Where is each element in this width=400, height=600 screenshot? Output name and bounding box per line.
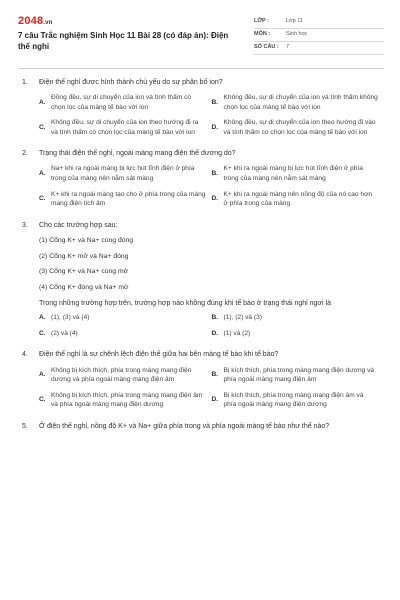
meta-key: LỚP : <box>254 18 269 25</box>
option-label: C. <box>39 195 46 203</box>
option-text: K+ khi ra ngoài màng tạo cho ở phía trong của màng mang điện tích âm <box>51 190 206 208</box>
question-number: 1. <box>22 79 28 86</box>
case-item: (1) Cổng K+ và Na+ cùng đóng <box>39 236 134 244</box>
option-label: D. <box>211 195 219 203</box>
header-divider <box>18 68 384 69</box>
option-label: D. <box>211 329 219 337</box>
option-text: K+ khi ra ngoài màng nên nồng độ của nó cao hơn ở phía trong của màng <box>223 190 373 208</box>
option-text: Không bị kích thích, phía trong màng mang điện dương và phía ngoài màng mang điện âm <box>51 366 192 384</box>
answer-option-c[interactable] <box>39 329 206 339</box>
option-text: (1), (3) và (4) <box>51 314 90 322</box>
question-number: 4. <box>22 351 28 359</box>
answer-option-b[interactable] <box>212 93 379 112</box>
option-text: Bị kích thích, phía trong màng mang điện âm và phía ngoài màng mang điện dương <box>223 391 364 409</box>
option-text: K+ khi ra ngoài màng bị lực hút tĩnh điện ở phía trong của màng nên nằm sát màng <box>223 165 363 183</box>
option-text: Không đều, sự di chuyển của ion theo hướng đi ra và tính thấm có chọn lọc của màng tế bào với ion <box>51 119 199 136</box>
question-4 <box>22 350 378 409</box>
question-header <box>22 422 378 432</box>
option-text: (1) và (2) <box>223 329 251 337</box>
option-text: Không đều, sự di chuyển của ion theo hướng đi vào và tính thấm có chọn lọc của màng tế bào với ion <box>223 119 376 136</box>
option-text: (1), (2) và (3) <box>223 314 262 322</box>
option-label: A. <box>39 314 46 322</box>
question-number: 2. <box>22 150 28 158</box>
option-label: D. <box>211 124 219 131</box>
question-3 <box>22 221 378 339</box>
question-list <box>22 78 378 444</box>
question-header <box>22 149 378 159</box>
answer-options <box>22 164 378 208</box>
answer-option-a[interactable] <box>39 164 206 183</box>
option-label: C. <box>39 396 46 404</box>
question-header <box>22 78 378 88</box>
option-label: C. <box>39 124 46 131</box>
meta-row-subject <box>254 29 384 42</box>
question-header <box>22 221 378 231</box>
question-2 <box>22 149 378 208</box>
option-label: B. <box>211 314 219 322</box>
option-label: B. <box>211 98 219 106</box>
document-title: 7 câu Trắc nghiệm Sinh Học 11 Bài 28 (có đáp án): Điện thế nghỉ <box>18 31 229 51</box>
meta-table <box>254 16 384 55</box>
question-text: Điện thế nghỉ được hình thành chủ yếu do sự phân bố ion? <box>39 79 223 86</box>
answer-option-a[interactable] <box>39 93 206 112</box>
answer-option-d[interactable] <box>212 190 379 209</box>
header <box>18 14 384 60</box>
answer-option-d[interactable] <box>212 391 379 410</box>
option-label: B. <box>211 371 219 379</box>
answer-option-d[interactable] <box>212 329 379 339</box>
answer-option-a[interactable] <box>39 313 206 323</box>
answer-option-b[interactable] <box>212 164 379 183</box>
option-text: Bị kích thích, phía trong màng mang điện dương và phía ngoài màng mang điện âm <box>223 366 375 384</box>
option-label: A. <box>39 170 46 178</box>
answer-option-d[interactable] <box>212 118 379 137</box>
logo-suffix: .vn <box>43 20 53 26</box>
case-item: (4) Cổng K+ đóng và Na+ mở <box>39 284 129 292</box>
question-text: Ở điện thế nghỉ, nồng độ K+ và Na+ giữa phía trong và phía ngoài màng tế bào như thế nào? <box>39 422 330 430</box>
answer-option-c[interactable] <box>39 391 206 410</box>
meta-value: Lớp 11 <box>286 18 303 25</box>
answer-option-c[interactable] <box>39 190 206 209</box>
meta-value: 7 <box>286 44 290 51</box>
option-label: B. <box>211 170 219 178</box>
site-logo[interactable] <box>18 14 53 30</box>
answer-options <box>22 366 378 410</box>
answer-option-b[interactable] <box>212 313 379 323</box>
question-text: Điện thế nghỉ là sự chênh lệch điện thế giữa hai bên màng tế bào khi tế bào? <box>39 351 279 359</box>
case-item: (2) Cổng K+ mở và Na+ đóng <box>39 252 129 260</box>
answer-option-b[interactable] <box>212 366 379 385</box>
option-label: A. <box>39 98 46 106</box>
answer-options <box>22 313 378 338</box>
meta-row-grade <box>254 16 384 29</box>
meta-value: Sinh học <box>286 31 308 38</box>
option-label: C. <box>39 329 46 337</box>
option-label: A. <box>39 371 46 379</box>
option-label: D. <box>211 396 219 404</box>
case-item: (3) Cổng K+ và Na+ cùng mở <box>39 268 129 276</box>
option-text: Na+ khi ra ngoài màng bị lực hút tĩnh điện ở phía trong của màng nên nằm sát màng <box>51 165 195 183</box>
option-text: Không bị kích thích, phía trong màng mang điện âm và phía ngoài màng mang điện dương <box>51 391 203 409</box>
question-prompt: Trong những trường hợp trên, trường hợp nào không đúng khi tế bào ở trạng thái nghỉ ngơi là <box>39 300 331 308</box>
answer-options <box>22 93 378 137</box>
meta-key: MÔN : <box>254 31 271 38</box>
question-number: 3. <box>22 221 28 229</box>
meta-row-count <box>254 42 384 55</box>
question-header <box>22 350 378 360</box>
question-5 <box>22 422 378 432</box>
meta-key: SỐ CÂU : <box>254 44 279 51</box>
option-text: Đồng đều, sự di chuyển của ion và tính thấm có chọn lọc của màng tế bào với ion <box>51 94 192 111</box>
option-text: (2) và (4) <box>51 329 78 337</box>
option-text: Không đều, sự di chuyển của ion và tính thấm không chọn lọc của màng tế bào với ion <box>223 94 378 111</box>
question-1 <box>22 78 378 137</box>
question-number: 5. <box>22 422 28 430</box>
answer-option-a[interactable] <box>39 366 206 385</box>
question-text: Trạng thái điện thế nghỉ, ngoài màng mang điện thế dương do? <box>39 150 236 158</box>
logo-main: 2048 <box>18 15 44 27</box>
question-text: Cho các trường hợp sau: <box>39 221 118 229</box>
answer-option-c[interactable] <box>39 118 206 137</box>
